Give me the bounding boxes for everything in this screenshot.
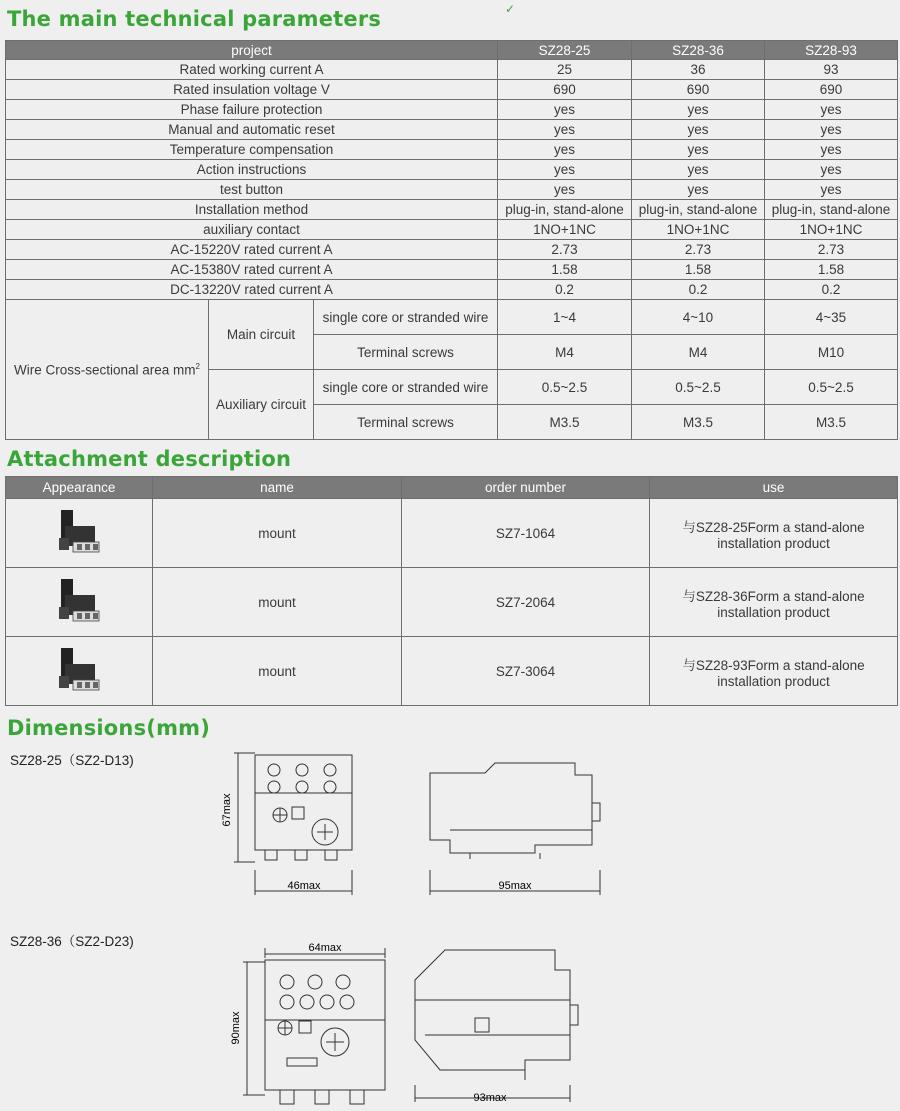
attachment-use-line: 与SZ28-93Form a stand-alone [682, 657, 865, 673]
table-cell: 1.58 [498, 260, 632, 280]
table-cell: 0.2 [765, 280, 898, 300]
attachment-use [650, 637, 898, 706]
params-header-project: project [6, 41, 498, 60]
table-cell: 0.5~2.5 [765, 370, 898, 405]
table-cell: yes [498, 180, 632, 200]
dim-height-text: 67max [221, 793, 233, 827]
table-row [6, 220, 898, 240]
table-cell: 1.58 [632, 260, 765, 280]
table-cell: yes [765, 140, 898, 160]
main-circuit-label: Main circuit [209, 300, 314, 370]
dimensions-title: Dimensions(mm) [7, 716, 211, 740]
wire-type-label: single core or stranded wire [314, 370, 498, 405]
attachment-name: mount [153, 568, 402, 637]
param-label: Action instructions [6, 160, 498, 180]
table-cell: 1.58 [765, 260, 898, 280]
attachment-use-line: installation product [717, 673, 830, 689]
params-header-model: SZ28-25 [498, 41, 632, 60]
table-cell: plug-in, stand-alone [765, 200, 898, 220]
wire-type-label: single core or stranded wire [314, 300, 498, 335]
attachment-use-line: 与SZ28-36Form a stand-alone [682, 588, 865, 604]
table-cell: 0.2 [632, 280, 765, 300]
terminal-screws-label: Terminal screws [314, 405, 498, 440]
table-cell: 2.73 [498, 240, 632, 260]
table-cell: 1NO+1NC [765, 220, 898, 240]
param-label: Installation method [6, 200, 498, 220]
table-cell: 25 [498, 60, 632, 80]
table-cell: yes [498, 140, 632, 160]
table-row [6, 80, 898, 100]
table-cell: yes [765, 180, 898, 200]
table-row [6, 160, 898, 180]
table-cell: plug-in, stand-alone [498, 200, 632, 220]
dim-height-text: 90max [230, 1011, 242, 1045]
table-cell: yes [498, 160, 632, 180]
param-label: Rated working current A [6, 60, 498, 80]
attachment-header-row [6, 477, 898, 499]
attachment-name: mount [153, 499, 402, 568]
params-header-row [6, 41, 898, 60]
table-row [6, 280, 898, 300]
dim-width-text: 46max [287, 880, 321, 892]
mount-product-image [49, 504, 109, 560]
table-cell: 0.5~2.5 [498, 370, 632, 405]
table-cell: 1NO+1NC [498, 220, 632, 240]
table-cell: M10 [765, 335, 898, 370]
table-row [6, 180, 898, 200]
table-row [6, 568, 898, 637]
table-cell: M4 [498, 335, 632, 370]
table-cell: 36 [632, 60, 765, 80]
table-cell: plug-in, stand-alone [632, 200, 765, 220]
appearance-cell [6, 637, 153, 706]
attachment-header: order number [402, 477, 650, 499]
attachment-use-line: installation product [717, 535, 830, 551]
param-label: Manual and automatic reset [6, 120, 498, 140]
appearance-cell [6, 568, 153, 637]
table-row [6, 240, 898, 260]
param-label: DC-13220V rated current A [6, 280, 498, 300]
side-view-body [430, 763, 592, 853]
table-row [6, 200, 898, 220]
table-cell: 690 [765, 80, 898, 100]
table-cell: M4 [632, 335, 765, 370]
dim-side-text: 95max [498, 880, 532, 892]
wire-row [6, 300, 898, 335]
dim-label-sz28-25: SZ28-25（SZ2-D13) [10, 753, 134, 768]
table-cell: yes [765, 100, 898, 120]
param-label: Phase failure protection [6, 100, 498, 120]
table-cell: 1~4 [498, 300, 632, 335]
attachment-use-line: installation product [717, 604, 830, 620]
table-row [6, 637, 898, 706]
front-view-body [265, 960, 385, 1090]
param-label: Rated insulation voltage V [6, 80, 498, 100]
attachment-header: use [650, 477, 898, 499]
params-header-model: SZ28-93 [765, 41, 898, 60]
attachment-title: Attachment description [7, 447, 292, 471]
table-cell: 2.73 [632, 240, 765, 260]
dim-side-text: 93max [473, 1092, 507, 1104]
dim-label-sz28-36: SZ28-36（SZ2-D23) [10, 934, 134, 949]
attachment-use-line: 与SZ28-25Form a stand-alone [682, 519, 865, 535]
param-label: AC-15220V rated current A [6, 240, 498, 260]
param-label: Temperature compensation [6, 140, 498, 160]
table-cell: yes [632, 140, 765, 160]
attachment-order-number: SZ7-3064 [402, 637, 650, 706]
table-row [6, 60, 898, 80]
params-header-model: SZ28-36 [632, 41, 765, 60]
table-row [6, 260, 898, 280]
mount-product-image [49, 642, 109, 698]
table-cell: yes [765, 120, 898, 140]
table-row [6, 120, 898, 140]
table-cell: yes [632, 160, 765, 180]
table-row [6, 140, 898, 160]
table-cell: 0.2 [498, 280, 632, 300]
attachment-header: Appearance [6, 477, 153, 499]
attachment-order-number: SZ7-2064 [402, 568, 650, 637]
drawing-sz28-25 [220, 745, 620, 900]
attachment-header: name [153, 477, 402, 499]
table-cell: 1NO+1NC [632, 220, 765, 240]
param-label: AC-15380V rated current A [6, 260, 498, 280]
side-view-body [415, 950, 570, 1070]
params-title: The main technical parameters [7, 7, 382, 31]
table-cell: yes [498, 120, 632, 140]
attachment-order-number: SZ7-1064 [402, 499, 650, 568]
attachment-use [650, 499, 898, 568]
table-cell: M3.5 [498, 405, 632, 440]
table-cell: 0.5~2.5 [632, 370, 765, 405]
param-label: auxiliary contact [6, 220, 498, 240]
table-cell: 690 [498, 80, 632, 100]
table-cell: M3.5 [765, 405, 898, 440]
table-cell: 4~35 [765, 300, 898, 335]
table-cell: 2.73 [765, 240, 898, 260]
attachment-name: mount [153, 637, 402, 706]
decorative-tick: ✓ [505, 2, 516, 16]
table-row [6, 499, 898, 568]
table-cell: yes [498, 100, 632, 120]
attachment-table [5, 476, 898, 706]
table-cell: yes [632, 180, 765, 200]
table-cell: yes [765, 160, 898, 180]
param-label: test button [6, 180, 498, 200]
table-cell: yes [632, 120, 765, 140]
drawing-sz28-36 [225, 940, 585, 1108]
attachment-use [650, 568, 898, 637]
mount-product-image [49, 573, 109, 629]
dim-width-text: 64max [308, 942, 342, 954]
table-row [6, 100, 898, 120]
appearance-cell [6, 499, 153, 568]
aux-circuit-label: Auxiliary circuit [209, 370, 314, 440]
table-cell: M3.5 [632, 405, 765, 440]
terminal-screws-label: Terminal screws [314, 335, 498, 370]
params-table [5, 40, 898, 440]
table-cell: 93 [765, 60, 898, 80]
table-cell: yes [632, 100, 765, 120]
table-cell: 690 [632, 80, 765, 100]
table-cell: 4~10 [632, 300, 765, 335]
wire-label: Wire Cross-sectional area $mm^2$ [6, 300, 209, 440]
